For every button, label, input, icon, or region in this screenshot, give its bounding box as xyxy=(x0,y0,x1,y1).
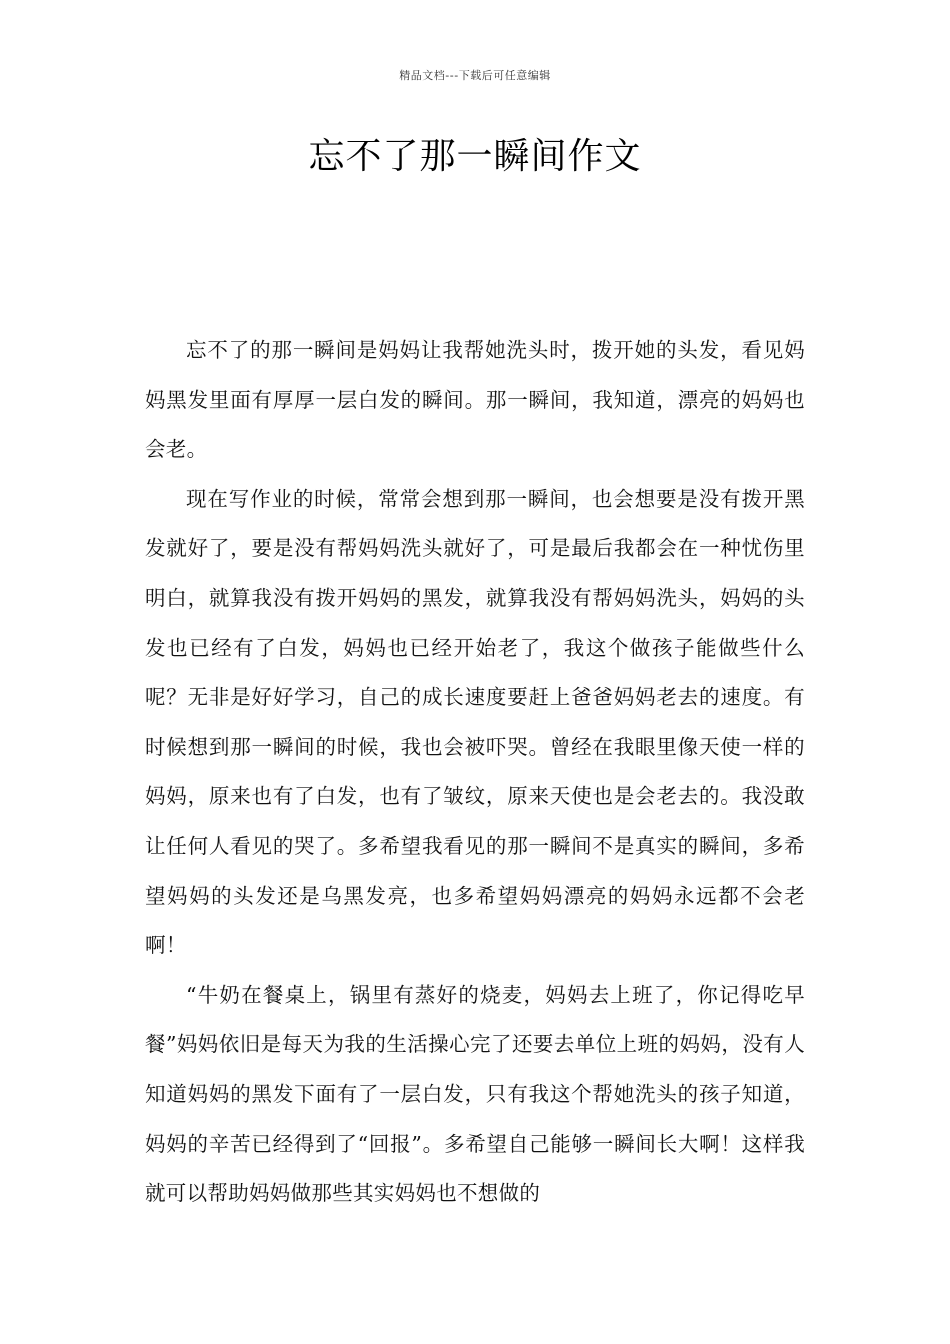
essay-body xyxy=(145,326,805,1219)
paragraph-1: 忘不了的那一瞬间是妈妈让我帮她洗头时，拨开她的头发，看见妈妈黑发里面有厚厚一层白发的瞬间。那一瞬间，我知道，漂亮的妈妈也会老。 xyxy=(145,338,805,462)
page-title: 忘不了那一瞬间作文 xyxy=(308,136,642,177)
paragraph-3: “牛奶在餐桌上，锅里有蒸好的烧麦，妈妈去上班了，你记得吃早餐”妈妈依旧是每天为我的生活操心完了还要去单位上班的妈妈，没有人知道妈妈的黑发下面有了一层白发，只有我这个帮她洗头的孩子知道，妈妈的辛苦已经得到了“回报”。多希望自己能够一瞬间长大啊！这样我就可以帮助妈妈做那些其实妈妈也不想做的 xyxy=(145,982,805,1206)
paragraph-2: 现在写作业的时候，常常会想到那一瞬间，也会想要是没有拨开黑发就好了，要是没有帮妈妈洗头就好了，可是最后我都会在一种忧伤里明白，就算我没有拨开妈妈的黑发，就算我没有帮妈妈洗头，妈妈的头发也已经有了白发，妈妈也已经开始老了，我这个做孩子能做些什么呢？无非是好好学习，自己的成长速度要赶上爸爸妈妈老去的速度。有时候想到那一瞬间的时候，我也会被吓哭。曾经在我眼里像天使一样的妈妈，原来也有了白发，也有了皱纹，原来天使也是会老去的。我没敢让任何人看见的哭了。多希望我看见的那一瞬间不是真实的瞬间，多希望妈妈的头发还是乌黑发亮，也多希望妈妈漂亮的妈妈永远都不会老啊！ xyxy=(145,486,805,958)
header-note: 精品文档---下载后可任意编辑 xyxy=(399,69,551,82)
